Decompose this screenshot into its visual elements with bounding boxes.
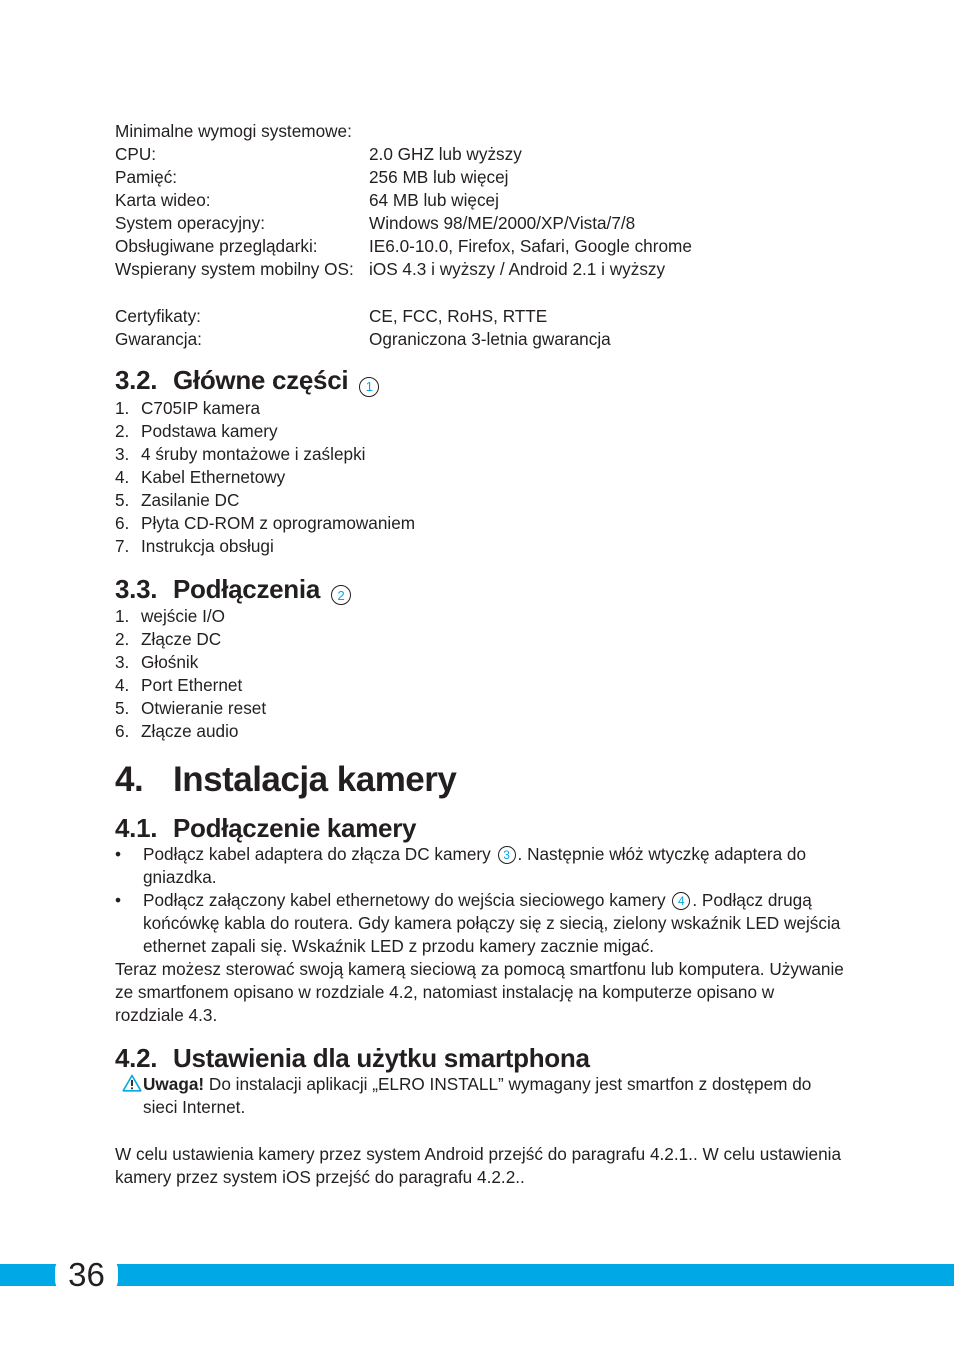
figure-ref-3-icon: 3 — [498, 846, 516, 864]
list-item — [115, 697, 845, 720]
bullet-icon: • — [115, 890, 122, 910]
bullet-item — [115, 889, 845, 958]
figure-ref-4-icon: 4 — [672, 892, 690, 910]
warning-note — [115, 1073, 845, 1119]
list-number: 2. — [115, 629, 130, 649]
list-text: Zasilanie DC — [141, 489, 240, 510]
section-title: Ustawienia dla użytku smartphona — [173, 1043, 590, 1073]
list-text: Otwieranie reset — [141, 698, 267, 718]
spacer — [115, 281, 845, 305]
section-heading-3-3 — [115, 574, 845, 606]
list-number: 5. — [115, 489, 130, 510]
spec-label: System operacyjny: — [115, 213, 265, 233]
list-number: 4. — [115, 466, 130, 487]
document-page — [115, 120, 845, 1189]
spec-row-warranty — [115, 328, 845, 351]
list-text: Złącze DC — [141, 629, 222, 649]
spec-row-certificates — [115, 305, 845, 328]
spec-value: iOS 4.3 i wyższy / Android 2.1 i wyższy — [369, 259, 666, 279]
list-text: Podstawa kamery — [141, 420, 278, 441]
spec-label: Karta wideo: — [115, 190, 211, 210]
list-number: 4. — [115, 675, 130, 695]
spec-value: CE, FCC, RoHS, RTTE — [369, 306, 548, 326]
list-item — [115, 489, 845, 512]
platform-paragraph: W celu ustawienia kamery przez system Android przejść do paragrafu 4.2.1.. W celu ustawienia kamery przez system iOS przejść do paragrafu 4.2.2.. — [115, 1144, 842, 1187]
connections-list — [115, 605, 845, 743]
spec-value: IE6.0-10.0, Firefox, Safari, Google chrome — [369, 236, 692, 256]
section-heading-4-1 — [115, 813, 845, 843]
figure-ref-1-icon: 1 — [359, 377, 379, 397]
list-item — [115, 443, 845, 466]
connection-steps — [115, 843, 845, 1027]
footer-accent-bar — [0, 1264, 954, 1286]
list-item — [115, 605, 845, 628]
spec-row-browsers — [115, 235, 845, 258]
spec-label: Wspierany system mobilny OS: — [115, 259, 354, 279]
list-number: 1. — [115, 606, 130, 626]
spec-label: Certyfikaty: — [115, 306, 201, 326]
section-number: 3.3. — [115, 573, 158, 604]
list-number: 1. — [115, 397, 130, 418]
list-number: 2. — [115, 420, 130, 441]
list-item — [115, 397, 845, 420]
spec-label: Obsługiwane przeglądarki: — [115, 236, 318, 256]
page-number: 36 — [55, 1256, 118, 1294]
parts-list — [115, 397, 845, 558]
list-number: 3. — [115, 443, 130, 464]
requirements-block — [115, 120, 845, 351]
list-text: wejście I/O — [141, 606, 226, 626]
section-heading-4-2 — [115, 1043, 845, 1073]
spec-row-memory — [115, 166, 845, 189]
requirements-heading: Minimalne wymogi systemowe: — [115, 121, 352, 141]
list-text: C705IP kamera — [141, 397, 261, 418]
section-heading-3-2 — [115, 365, 845, 397]
spec-value: Ograniczona 3-letnia gwarancja — [369, 329, 611, 349]
spec-value: 256 MB lub więcej — [369, 167, 509, 187]
section-number: 3.2. — [115, 365, 158, 395]
list-item — [115, 420, 845, 443]
chapter-heading-4 — [115, 757, 845, 803]
list-item — [115, 466, 845, 489]
warning-label: Uwaga! — [143, 1074, 205, 1094]
spec-value: 2.0 GHZ lub wyższy — [369, 144, 522, 164]
section-title: Główne części — [173, 365, 349, 395]
list-text: Instrukcja obsługi — [141, 535, 274, 556]
list-text: Kabel Ethernetowy — [141, 466, 286, 487]
list-item — [115, 674, 845, 697]
spec-label: Gwarancja: — [115, 329, 202, 349]
list-item — [115, 651, 845, 674]
bullet-text: . Następnie włóż wtyczkę adaptera do gniazdka. — [143, 844, 807, 887]
usage-paragraph: Teraz możesz sterować swoją kamerą sieciową za pomocą smartfonu lub komputera. Używanie ze smartfonem opisano w rozdziale 4.2, natomiast instalację na komputerze opisano w rozdziale 4.3. — [115, 959, 844, 1025]
section-number: 4.2. — [115, 1043, 158, 1073]
bullet-text: . Podłącz drugą końcówkę kabla do routera. Gdy kamera połączy się z siecią, zielony wskaźnik LED wejścia ethernet zapali się. Wskaźnik LED z przodu kamery zacznie migać. — [143, 890, 841, 956]
spec-row-cpu — [115, 143, 845, 166]
figure-ref-2-icon: 2 — [331, 585, 351, 605]
section-number: 4.1. — [115, 813, 158, 843]
list-text: Złącze audio — [141, 721, 239, 741]
bullet-text: Podłącz kabel adaptera do złącza DC kamery — [143, 844, 491, 864]
spec-value: 64 MB lub więcej — [369, 190, 499, 210]
list-number: 7. — [115, 535, 130, 556]
list-number: 6. — [115, 721, 130, 741]
spec-value: Windows 98/ME/2000/XP/Vista/7/8 — [369, 213, 636, 233]
list-text: 4 śruby montażowe i zaślepki — [141, 443, 366, 464]
spec-label: Pamięć: — [115, 167, 178, 187]
list-item — [115, 512, 845, 535]
chapter-number: 4. — [115, 760, 144, 799]
spec-row-video-card — [115, 189, 845, 212]
section-title: Podłączenia — [173, 573, 320, 604]
spec-row-os — [115, 212, 845, 235]
list-number: 5. — [115, 698, 130, 718]
chapter-title: Instalacja kamery — [173, 760, 457, 799]
warning-text: Do instalacji aplikacji „ELRO INSTALL” wymagany jest smartfon z dostępem do sieci Internet. — [143, 1074, 812, 1117]
spec-label: CPU: — [115, 144, 157, 164]
section-title: Podłączenie kamery — [173, 813, 417, 843]
spec-row-mobile-os — [115, 258, 845, 281]
list-text: Płyta CD-ROM z oprogramowaniem — [141, 512, 416, 533]
bullet-text: Podłącz załączony kabel ethernetowy do wejścia sieciowego kamery — [143, 890, 666, 910]
list-text: Głośnik — [141, 652, 199, 672]
bullet-icon: • — [115, 844, 122, 864]
list-text: Port Ethernet — [141, 675, 243, 695]
spacer — [115, 1119, 845, 1143]
list-item — [115, 628, 845, 651]
bullet-item — [115, 843, 845, 889]
warning-triangle-icon — [122, 1074, 142, 1092]
list-number: 3. — [115, 652, 130, 672]
list-item — [115, 720, 845, 743]
list-number: 6. — [115, 512, 130, 533]
list-item — [115, 535, 845, 558]
